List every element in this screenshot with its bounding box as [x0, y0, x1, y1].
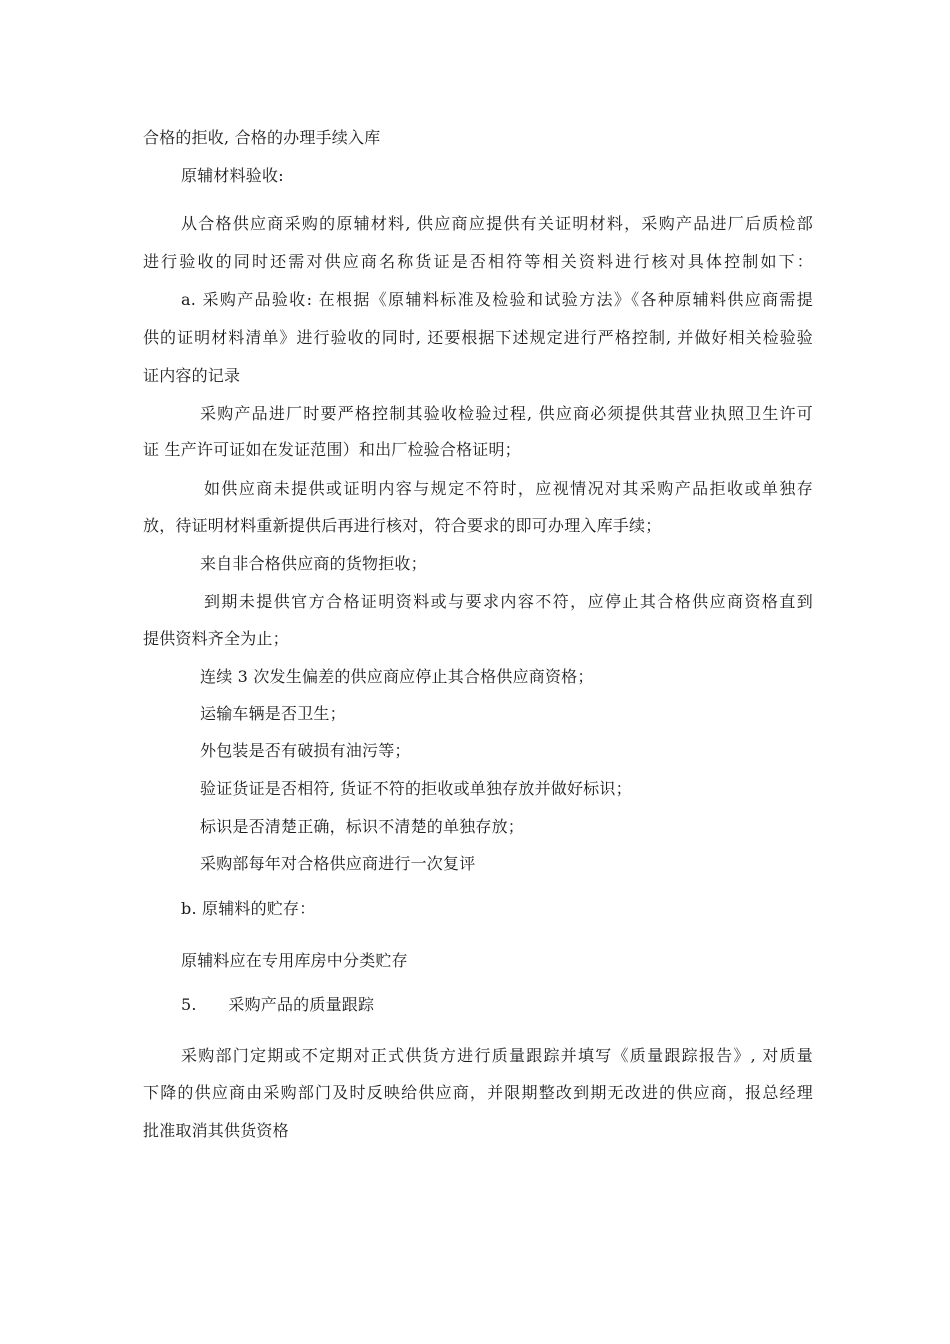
paragraph-line: 到期未提供官方合格证明资料或与要求内容不符，应停止其合格供应商资格直到	[204, 592, 813, 611]
paragraph-line: 提供资料齐全为止；	[143, 629, 289, 648]
paragraph-line: 采购部每年对合格供应商进行一次复评	[200, 854, 476, 873]
text-line: 合格的拒收, 合格的办理手续入库	[143, 128, 381, 147]
section-heading: 5. 采购产品的质量跟踪	[181, 995, 375, 1014]
paragraph-line: 采购产品进厂时要严格控制其验收检验过程, 供应商必须提供其营业执照卫生许可	[200, 404, 813, 423]
paragraph-line: 从合格供应商采购的原辅材料, 供应商应提供有关证明材料，采购产品进厂后质检部	[181, 214, 813, 233]
paragraph-line: 来自非合格供应商的货物拒收；	[200, 554, 427, 573]
paragraph-line: 供的证明材料清单》进行验收的同时, 还要根据下述规定进行严格控制, 并做好相关检验验	[143, 328, 813, 347]
paragraph-line: 下降的供应商由采购部门及时反映给供应商，并限期整改到期无改进的供应商，报总经理	[143, 1083, 813, 1102]
paragraph-line: 标识是否清楚正确，标识不清楚的单独存放；	[200, 817, 525, 836]
paragraph-line: 批准取消其供货资格	[143, 1121, 289, 1140]
list-item-b: b. 原辅料的贮存：	[181, 899, 316, 918]
section-heading: 原辅材料验收:	[181, 166, 284, 185]
paragraph-line: 连续 3 次发生偏差的供应商应停止其合格供应商资格；	[200, 667, 594, 686]
paragraph-line: 证 生产许可证如在发证范围）和出厂检验合格证明；	[143, 440, 521, 459]
paragraph-line: 如供应商未提供或证明内容与规定不符时，应视情况对其采购产品拒收或单独存	[204, 479, 813, 498]
paragraph-line: 放，待证明材料重新提供后再进行核对，符合要求的即可办理入库手续；	[143, 516, 662, 535]
list-item-a: a. 采购产品验收: 在根据《原辅料标准及检验和试验方法》《各种原辅料供应商需提	[181, 290, 813, 309]
paragraph-line: 验证货证是否相符, 货证不符的拒收或单独存放并做好标识；	[200, 779, 632, 798]
paragraph-line: 外包装是否有破损有油污等；	[200, 741, 411, 760]
paragraph-line: 采购部门定期或不定期对正式供货方进行质量跟踪并填写《质量跟踪报告》, 对质量	[181, 1046, 813, 1065]
paragraph-line: 原辅料应在专用库房中分类贮存	[181, 951, 408, 970]
paragraph-line: 运输车辆是否卫生；	[200, 704, 346, 723]
paragraph-line: 进行验收的同时还需对供应商名称货证是否相符等相关资料进行核对具体控制如下：	[143, 252, 813, 271]
paragraph-line: 证内容的记录	[143, 366, 241, 385]
